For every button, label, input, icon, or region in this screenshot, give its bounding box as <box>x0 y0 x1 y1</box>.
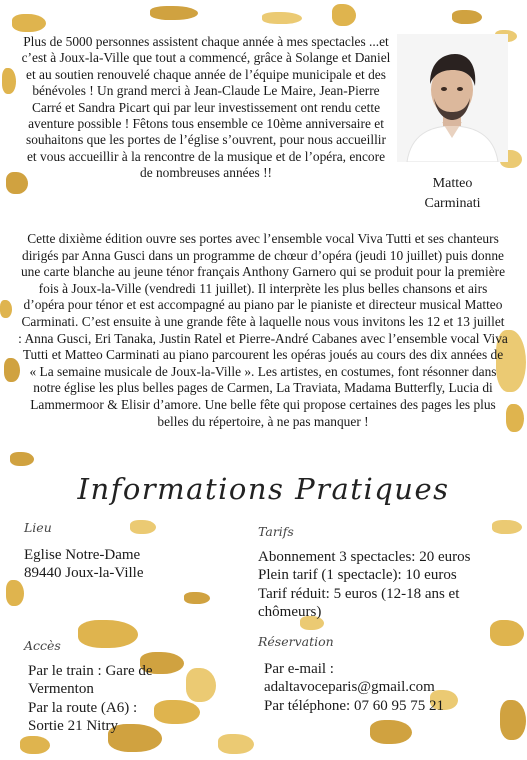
acces-line: Vermenton <box>28 681 94 698</box>
reservation-phone[interactable]: Par téléphone: 07 60 95 75 21 <box>264 697 444 714</box>
lieu-label: Lieu <box>24 520 52 535</box>
main-paragraph: Cette dixième édition ouvre ses portes avec l’ensemble vocal Viva Tutti et ses chanteurs dirigés par Anna Gusci dans un programme de chœur d’opéra (jeudi 10 juillet) puis donne une carte blanche au jeune ténor français Anthony Garnero qui se produit pour la première fois à Joux-la-Ville (vendredi 11 juillet). Il interprète les plus belles chansons et airs d’opéra pour ténor et est accompagné au piano par le pianiste et directeur musical Matteo Carminati. C’est ensuite à une grande fête à laquelle nous vous invitons les 12 et 13 juillet : Anna Gusci, Eri Tanaka, Justin Ratel et Pierre-André Cabanes avec l’ensemble vocal Viva Tutti et Matteo Carminati au piano parcourent les opéras joués au cours des dix années de « La semaine musicale de Joux-la-Ville ». Les artistes, en costumes, font résonner dans notre église les plus belles pages de Carmen, La Traviata, Madama Butterfly, Lucia di Lammermoor & Elisir d’amore. Une belle fête qui propose certaines des pages les plus belles du répertoire, à ne pas manquer ! <box>18 231 508 429</box>
reservation-line: Par e-mail : <box>264 661 334 677</box>
caption-first-name: Matteo <box>432 176 473 191</box>
tarif-line: Tarif réduit: 5 euros (12-18 ans et <box>258 585 460 602</box>
acces-label: Accès <box>24 638 61 653</box>
tarif-line: Plein tarif (1 spectacle): 10 euros <box>258 567 457 584</box>
section-title: Informations Pratiques <box>77 472 450 506</box>
intro-paragraph: Plus de 5000 personnes assistent chaque année à mes spectacles ...et c’est à Joux-la-Ville que tout a commencé, grâce à Solange et Daniel et au soutien renouvelé chaque année de l’équipe municipale et des bénévoles ! Un grand merci à Jean-Claude Le Maire, Jean-Pierre Carré et Sandra Picart qui par leur investissement ont rendu cette aventure possible ! Fêtons tous ensemble ce 10ème anniversaire et souhaitons que les portes de l’église s’ouvrent, pour nous accueillir et vous accueillir à la rencontre de la musique et de l’opéra, encore de nombreuses années !! <box>21 34 391 181</box>
lieu-block <box>24 546 144 583</box>
person-portrait-icon <box>397 34 508 162</box>
photo-caption <box>397 174 508 214</box>
caption-last-name: Carminati <box>424 196 481 211</box>
reservation-block <box>264 660 444 715</box>
tarifs-label: Tarifs <box>258 524 294 539</box>
acces-line: Sortie 21 Nitry <box>28 718 118 735</box>
tarif-line: Abonnement 3 spectacles: 20 euros <box>258 549 471 565</box>
lieu-line: 89440 Joux-la-Ville <box>24 565 144 582</box>
acces-line: Par le train : Gare de <box>28 663 153 679</box>
portrait-photo <box>397 34 508 162</box>
lieu-line: Eglise Notre-Dame <box>24 547 141 563</box>
tarifs-block <box>258 548 470 622</box>
acces-line: Par la route (A6) : <box>28 699 138 716</box>
tarif-line: chômeurs) <box>258 604 322 621</box>
reservation-label: Réservation <box>258 634 334 649</box>
acces-block <box>28 662 153 736</box>
reservation-email[interactable]: adaltavoceparis@gmail.com <box>264 679 435 696</box>
